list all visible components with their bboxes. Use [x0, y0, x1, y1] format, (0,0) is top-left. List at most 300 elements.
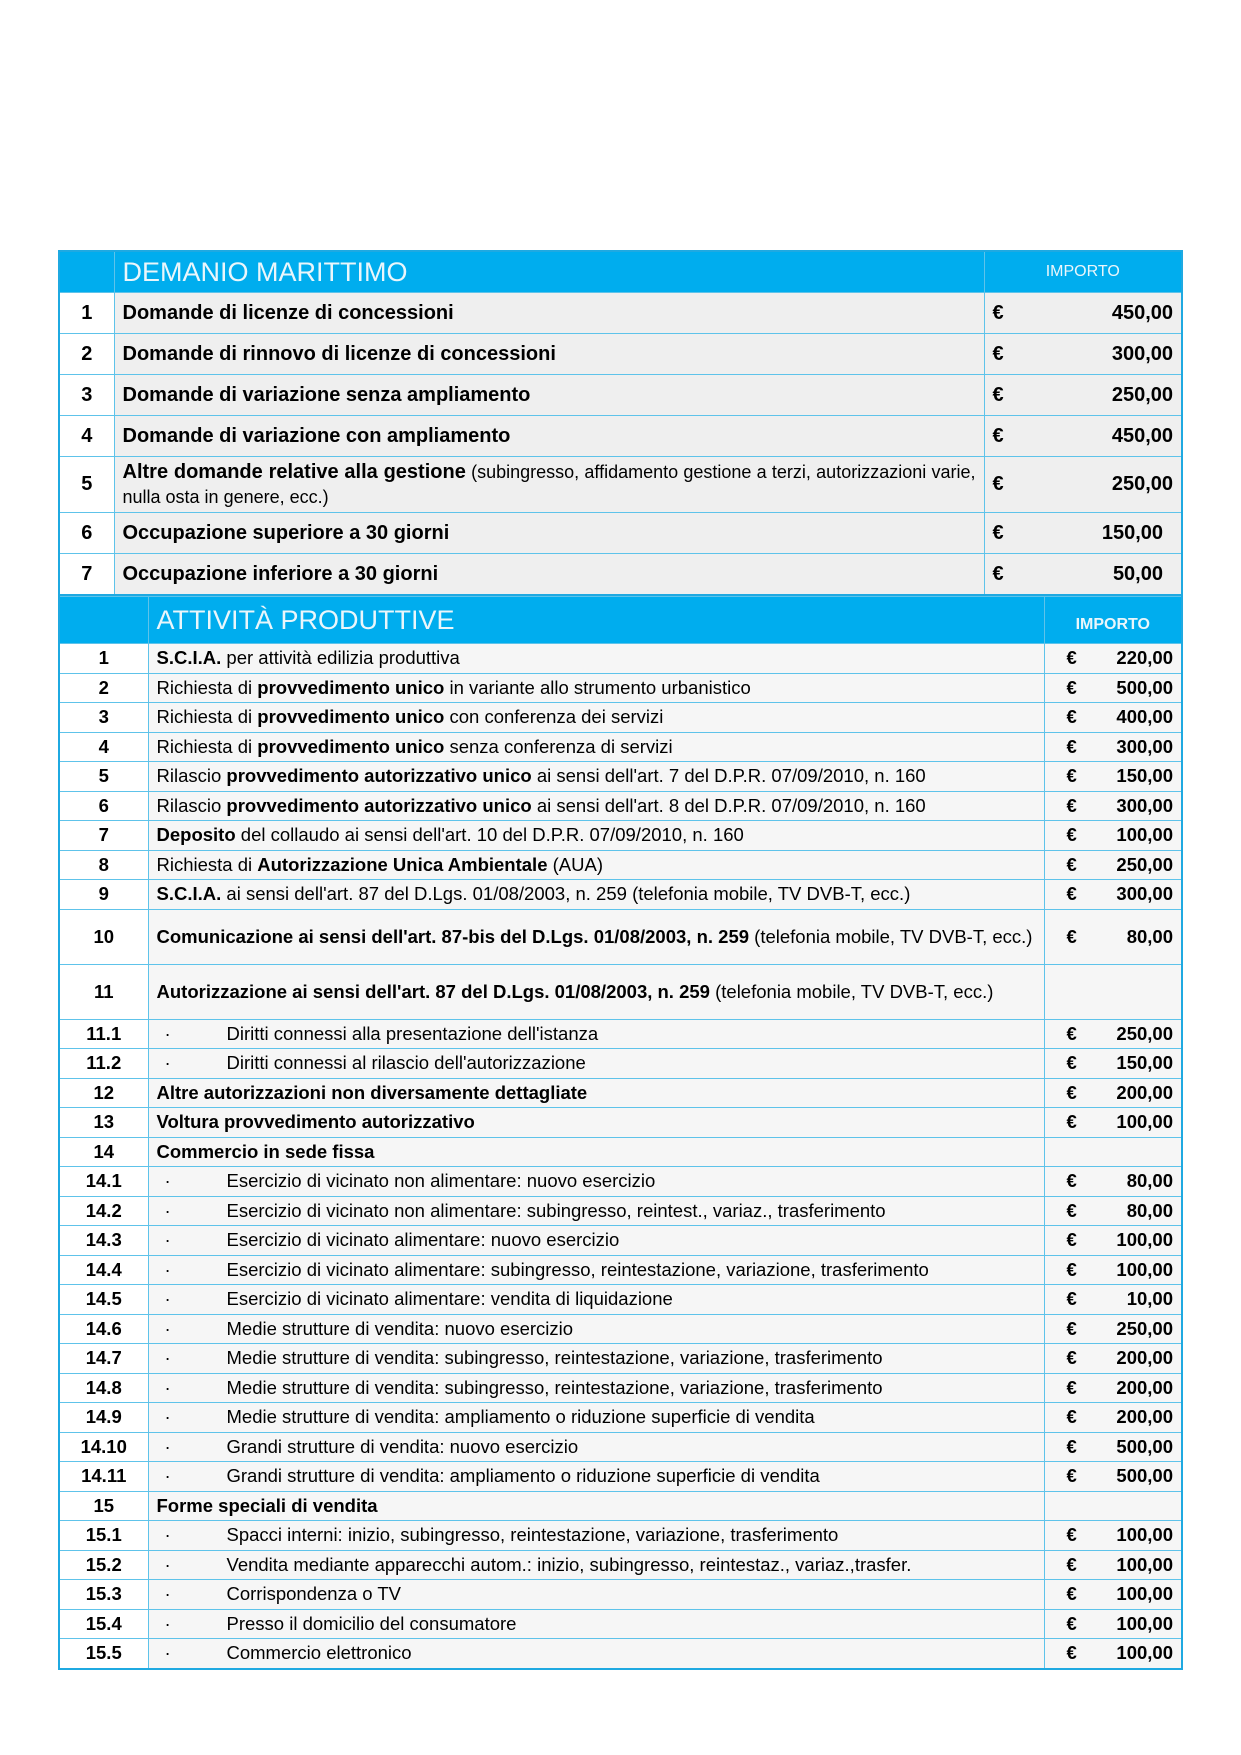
row-number: 2	[59, 334, 114, 375]
row-description	[148, 1167, 1044, 1197]
table-row	[59, 964, 1182, 1019]
row-description	[148, 791, 1044, 821]
amount-cell	[984, 375, 1182, 416]
description-text: Spacci interni: inizio, subingresso, reintestazione, variazione, trasferimento	[226, 1524, 839, 1546]
row-number: 14.5	[59, 1285, 148, 1315]
description-prefix: Richiesta di	[156, 676, 258, 698]
row-description	[148, 1019, 1044, 1049]
description-text: Esercizio di vicinato alimentare: subingresso, reintestazione, variazione, trasferimento	[226, 1258, 929, 1280]
sub-item-row	[59, 1167, 1182, 1197]
euro-symbol: €	[1066, 1170, 1077, 1192]
description-prefix: Richiesta di	[156, 735, 258, 757]
row-description	[148, 1609, 1044, 1639]
euro-symbol: €	[1066, 676, 1077, 698]
amount-value: 500,00	[1116, 676, 1173, 698]
description-bold: Commercio in sede fissa	[156, 1140, 375, 1162]
description-prefix: Rilascio	[156, 794, 227, 816]
amount-cell	[1044, 1226, 1182, 1256]
row-number: 14.8	[59, 1373, 148, 1403]
table-row	[59, 375, 1182, 416]
sub-item-row	[59, 1550, 1182, 1580]
euro-symbol: €	[992, 562, 1004, 585]
amount-cell	[1044, 1078, 1182, 1108]
euro-symbol: €	[992, 521, 1004, 544]
row-description	[148, 1462, 1044, 1492]
row-description	[114, 416, 984, 457]
amount-cell	[1044, 1167, 1182, 1197]
row-description	[148, 1285, 1044, 1315]
row-number: 11.2	[59, 1049, 148, 1079]
description-bold: Domande di licenze di concessioni	[122, 301, 454, 324]
bullet-icon: ·	[164, 1229, 171, 1251]
row-number: 14.3	[59, 1226, 148, 1256]
description-text: Commercio elettronico	[226, 1642, 412, 1664]
row-description	[114, 334, 984, 375]
row-description	[148, 1491, 1044, 1521]
amount-value: 200,00	[1116, 1376, 1173, 1398]
euro-symbol: €	[1066, 765, 1077, 787]
euro-symbol: €	[1066, 853, 1077, 875]
row-number: 8	[59, 850, 148, 880]
description-text: Medie strutture di vendita: subingresso, reintestazione, variazione, trasferimento	[226, 1347, 883, 1369]
amount-cell	[1044, 1314, 1182, 1344]
amount-value: 80,00	[1126, 925, 1173, 947]
row-number: 11.1	[59, 1019, 148, 1049]
euro-symbol: €	[1066, 1288, 1077, 1310]
row-number: 9	[59, 880, 148, 910]
bullet-icon: ·	[164, 1435, 171, 1457]
sub-item-row	[59, 1196, 1182, 1226]
amount-value: 220,00	[1116, 647, 1173, 669]
sub-item-row	[59, 1285, 1182, 1315]
amount-cell	[1044, 1432, 1182, 1462]
description-suffix: (AUA)	[547, 853, 603, 875]
euro-symbol: €	[1066, 925, 1077, 947]
amount-value: 200,00	[1116, 1406, 1173, 1428]
amount-cell	[1044, 673, 1182, 703]
description-bold: Deposito	[156, 824, 236, 846]
amount-value: 250,00	[1116, 1022, 1173, 1044]
section-title: ATTIVITÀ PRODUTTIVE	[148, 597, 1044, 644]
euro-symbol: €	[1066, 1435, 1077, 1457]
row-number: 11	[59, 964, 148, 1019]
row-description	[148, 909, 1044, 964]
description-bold: provvedimento autorizzativo unico	[226, 765, 532, 787]
amount-cell	[1044, 1373, 1182, 1403]
euro-symbol: €	[1066, 1229, 1077, 1251]
description-bold: S.C.I.A.	[156, 647, 222, 669]
euro-symbol: €	[1066, 1376, 1077, 1398]
sub-item-row	[59, 1226, 1182, 1256]
euro-symbol: €	[1066, 1642, 1077, 1664]
sub-item-row	[59, 1580, 1182, 1610]
table-row	[59, 1108, 1182, 1138]
description-bold: Autorizzazione Unica Ambientale	[257, 853, 548, 875]
row-description	[148, 964, 1044, 1019]
description-bold: Voltura provvedimento autorizzativo	[156, 1111, 475, 1133]
table-row	[59, 791, 1182, 821]
description-detail: (subingresso, affidamento gestione a terzi, autorizzazioni varie, nulla osta in genere, ecc.)	[122, 461, 976, 507]
row-number: 12	[59, 1078, 148, 1108]
amount-cell	[1044, 1255, 1182, 1285]
amount-cell	[1044, 821, 1182, 851]
amount-value: 450,00	[1111, 301, 1173, 324]
sub-item-row	[59, 1344, 1182, 1374]
amount-value: 100,00	[1116, 824, 1173, 846]
row-number: 13	[59, 1108, 148, 1138]
description-suffix: ai sensi dell'art. 7 del D.P.R. 07/09/2010, n. 160	[531, 765, 926, 787]
amount-cell	[1044, 791, 1182, 821]
description-suffix: con conferenza dei servizi	[444, 706, 664, 728]
row-description	[148, 1049, 1044, 1079]
table-row	[59, 554, 1182, 596]
amount-cell	[1044, 1196, 1182, 1226]
description-bold: provvedimento unico	[257, 735, 445, 757]
row-description	[148, 1639, 1044, 1669]
amount-value: 250,00	[1116, 1317, 1173, 1339]
description-text: Esercizio di vicinato alimentare: nuovo esercizio	[226, 1229, 620, 1251]
euro-symbol: €	[992, 383, 1004, 406]
amount-value: 500,00	[1116, 1435, 1173, 1457]
bullet-icon: ·	[164, 1465, 171, 1487]
row-description	[114, 293, 984, 334]
sub-item-row	[59, 1049, 1182, 1079]
euro-symbol: €	[1066, 1022, 1077, 1044]
description-bold: Occupazione inferiore a 30 giorni	[122, 562, 439, 585]
row-number: 14.4	[59, 1255, 148, 1285]
row-number: 4	[59, 416, 114, 457]
description-text: Medie strutture di vendita: ampliamento o riduzione superficie di vendita	[226, 1406, 815, 1428]
row-number: 14.2	[59, 1196, 148, 1226]
table-row	[59, 880, 1182, 910]
amount-cell	[1044, 1403, 1182, 1433]
description-text: Corrispondenza o TV	[226, 1583, 401, 1605]
euro-symbol: €	[1066, 1258, 1077, 1280]
bullet-icon: ·	[164, 1258, 171, 1280]
sub-item-row	[59, 1019, 1182, 1049]
description-suffix: del collaudo ai sensi dell'art. 10 del D.P.R. 07/09/2010, n. 160	[235, 824, 744, 846]
euro-symbol: €	[1066, 1583, 1077, 1605]
row-description	[148, 1550, 1044, 1580]
description-bold: Autorizzazione ai sensi dell'art. 87 del D.Lgs. 01/08/2003, n. 259	[156, 980, 710, 1002]
amount-cell	[1044, 1639, 1182, 1669]
amount-cell	[1044, 1019, 1182, 1049]
description-text: Medie strutture di vendita: subingresso, reintestazione, variazione, trasferimento	[226, 1376, 883, 1398]
amount-cell	[984, 554, 1182, 596]
euro-symbol: €	[992, 424, 1004, 447]
table-row	[59, 334, 1182, 375]
description-bold: Domande di variazione senza ampliamento	[122, 383, 531, 406]
bullet-icon: ·	[164, 1612, 171, 1634]
amount-cell	[1044, 762, 1182, 792]
section-header	[59, 251, 1182, 293]
row-number: 15.3	[59, 1580, 148, 1610]
row-description	[148, 1314, 1044, 1344]
row-number: 10	[59, 909, 148, 964]
description-text: Esercizio di vicinato non alimentare: nuovo esercizio	[226, 1170, 656, 1192]
amount-value: 500,00	[1116, 1465, 1173, 1487]
description-bold: provvedimento autorizzativo unico	[226, 794, 532, 816]
amount-value: 250,00	[1111, 473, 1173, 495]
row-description	[148, 1226, 1044, 1256]
sub-item-row	[59, 1639, 1182, 1669]
amount-cell	[1044, 1609, 1182, 1639]
amount-value: 400,00	[1116, 706, 1173, 728]
amount-value: 80,00	[1126, 1170, 1173, 1192]
sub-item-row	[59, 1521, 1182, 1551]
table-row	[59, 513, 1182, 554]
row-number: 15.2	[59, 1550, 148, 1580]
bullet-icon: ·	[164, 1642, 171, 1664]
row-description	[148, 1078, 1044, 1108]
description-bold: Comunicazione ai sensi dell'art. 87-bis del D.Lgs. 01/08/2003, n. 259	[156, 925, 750, 947]
row-description	[148, 1108, 1044, 1138]
bullet-icon: ·	[164, 1376, 171, 1398]
row-description	[148, 762, 1044, 792]
header-num-cell	[59, 597, 148, 644]
amount-value: 300,00	[1116, 794, 1173, 816]
row-number: 5	[59, 762, 148, 792]
description-text: Medie strutture di vendita: nuovo esercizio	[226, 1317, 574, 1339]
bullet-icon: ·	[164, 1406, 171, 1428]
sub-item-row	[59, 1403, 1182, 1433]
description-text: Esercizio di vicinato alimentare: vendita di liquidazione	[226, 1288, 673, 1310]
euro-symbol: €	[1066, 1406, 1077, 1428]
description-text: Diritti connessi alla presentazione dell'istanza	[226, 1022, 599, 1044]
amount-value: 300,00	[1111, 342, 1173, 365]
euro-symbol: €	[992, 342, 1004, 365]
description-suffix: senza conferenza di servizi	[444, 735, 673, 757]
row-number: 14.6	[59, 1314, 148, 1344]
description-text: Presso il domicilio del consumatore	[226, 1612, 517, 1634]
amount-column-header: IMPORTO	[984, 251, 1182, 293]
table-row	[59, 732, 1182, 762]
bullet-icon: ·	[164, 1052, 171, 1074]
description-text: Esercizio di vicinato non alimentare: subingresso, reintest., variaz., trasferimento	[226, 1199, 886, 1221]
fee-schedule	[58, 250, 1183, 1670]
description-bold: provvedimento unico	[257, 676, 445, 698]
description-suffix: per attività edilizia produttiva	[221, 647, 460, 669]
row-number: 5	[59, 457, 114, 513]
row-description	[148, 1196, 1044, 1226]
amount-value: 450,00	[1111, 424, 1173, 447]
row-description	[148, 1521, 1044, 1551]
amount-value: 100,00	[1116, 1524, 1173, 1546]
sub-item-row	[59, 1462, 1182, 1492]
description-prefix: Rilascio	[156, 765, 227, 787]
row-number: 3	[59, 703, 148, 733]
table-row	[59, 457, 1182, 513]
row-number: 3	[59, 375, 114, 416]
section-title: DEMANIO MARITTIMO	[114, 251, 984, 293]
demanio-marittimo-table	[58, 250, 1183, 596]
amount-value: 250,00	[1116, 853, 1173, 875]
euro-symbol: €	[1066, 1612, 1077, 1634]
table-row	[59, 1078, 1182, 1108]
header-num-cell	[59, 251, 114, 293]
row-number: 6	[59, 513, 114, 554]
amount-value: 150,00	[1116, 1052, 1173, 1074]
row-description	[148, 1373, 1044, 1403]
description-text: Grandi strutture di vendita: ampliamento o riduzione superficie di vendita	[226, 1465, 820, 1487]
row-number: 14.7	[59, 1344, 148, 1374]
amount-cell	[1044, 964, 1182, 1019]
row-number: 1	[59, 293, 114, 334]
row-description	[148, 850, 1044, 880]
row-description	[114, 375, 984, 416]
amount-value: 100,00	[1116, 1111, 1173, 1133]
table-row	[59, 673, 1182, 703]
amount-cell	[984, 457, 1182, 513]
row-number: 15.5	[59, 1639, 148, 1669]
description-bold: Domande di rinnovo di licenze di concessioni	[122, 342, 556, 365]
euro-symbol: €	[1066, 1317, 1077, 1339]
amount-cell	[1044, 1285, 1182, 1315]
amount-cell	[1044, 1108, 1182, 1138]
description-suffix: in variante allo strumento urbanistico	[444, 676, 751, 698]
euro-symbol: €	[1066, 883, 1077, 905]
amount-cell	[1044, 850, 1182, 880]
bullet-icon: ·	[164, 1317, 171, 1339]
amount-value: 200,00	[1116, 1347, 1173, 1369]
euro-symbol: €	[992, 473, 1004, 495]
description-bold: Altre autorizzazioni non diversamente dettagliate	[156, 1081, 588, 1103]
euro-symbol: €	[1066, 735, 1077, 757]
euro-symbol: €	[1066, 824, 1077, 846]
amount-value: 250,00	[1111, 383, 1173, 406]
row-description	[148, 1255, 1044, 1285]
table-row	[59, 644, 1182, 674]
table-row	[59, 293, 1182, 334]
row-number: 15.1	[59, 1521, 148, 1551]
row-description	[148, 703, 1044, 733]
amount-value: 200,00	[1116, 1081, 1173, 1103]
amount-cell	[1044, 1491, 1182, 1521]
description-suffix: ai sensi dell'art. 8 del D.P.R. 07/09/2010, n. 160	[531, 794, 926, 816]
table-row	[59, 850, 1182, 880]
sub-item-row	[59, 1255, 1182, 1285]
euro-symbol: €	[992, 301, 1004, 324]
row-number: 14.10	[59, 1432, 148, 1462]
bullet-icon: ·	[164, 1347, 171, 1369]
description-text: Vendita mediante apparecchi autom.: inizio, subingresso, reintestaz., variaz.,trasfer.	[226, 1553, 912, 1575]
description-suffix: (telefonia mobile, TV DVB-T, ecc.)	[749, 925, 1033, 947]
description-bold: Domande di variazione con ampliamento	[122, 424, 511, 447]
attivita-produttive-table	[58, 596, 1183, 1670]
amount-cell	[1044, 1521, 1182, 1551]
euro-symbol: €	[1066, 1081, 1077, 1103]
description-bold: provvedimento unico	[257, 706, 445, 728]
section-header	[59, 597, 1182, 644]
sub-item-row	[59, 1373, 1182, 1403]
bullet-icon: ·	[164, 1583, 171, 1605]
row-number: 14.1	[59, 1167, 148, 1197]
description-prefix: Richiesta di	[156, 706, 258, 728]
bullet-icon: ·	[164, 1553, 171, 1575]
euro-symbol: €	[1066, 1111, 1077, 1133]
table-row	[59, 821, 1182, 851]
euro-symbol: €	[1066, 647, 1077, 669]
amount-cell	[1044, 880, 1182, 910]
amount-cell	[1044, 1580, 1182, 1610]
amount-value: 100,00	[1116, 1583, 1173, 1605]
row-number: 6	[59, 791, 148, 821]
bullet-icon: ·	[164, 1288, 171, 1310]
row-number: 14.11	[59, 1462, 148, 1492]
row-description	[148, 644, 1044, 674]
row-number: 7	[59, 821, 148, 851]
row-description	[148, 1344, 1044, 1374]
sub-item-row	[59, 1609, 1182, 1639]
description-text: Diritti connessi al rilascio dell'autorizzazione	[226, 1052, 586, 1074]
amount-cell	[1044, 1550, 1182, 1580]
row-description	[148, 1403, 1044, 1433]
amount-cell	[1044, 1049, 1182, 1079]
row-description	[148, 1432, 1044, 1462]
description-bold: Forme speciali di vendita	[156, 1494, 378, 1516]
amount-cell	[1044, 1137, 1182, 1167]
description-text: Grandi strutture di vendita: nuovo esercizio	[226, 1435, 579, 1457]
table-row	[59, 1491, 1182, 1521]
table-row	[59, 703, 1182, 733]
row-number: 14.9	[59, 1403, 148, 1433]
row-number: 1	[59, 644, 148, 674]
row-description	[148, 1580, 1044, 1610]
amount-cell	[984, 513, 1182, 554]
euro-symbol: €	[1066, 1199, 1077, 1221]
bullet-icon: ·	[164, 1022, 171, 1044]
amount-cell	[1044, 909, 1182, 964]
description-bold: S.C.I.A.	[156, 883, 222, 905]
description-bold: Occupazione superiore a 30 giorni	[122, 521, 450, 544]
row-number: 14	[59, 1137, 148, 1167]
euro-symbol: €	[1066, 1553, 1077, 1575]
row-description	[148, 821, 1044, 851]
description-bold: Altre domande relative alla gestione	[122, 460, 466, 483]
amount-value: 150,00	[1116, 765, 1173, 787]
amount-value: 80,00	[1126, 1199, 1173, 1221]
amount-value: 100,00	[1116, 1642, 1173, 1664]
euro-symbol: €	[1066, 1052, 1077, 1074]
amount-cell	[984, 293, 1182, 334]
table-row	[59, 416, 1182, 457]
description-suffix: (telefonia mobile, TV DVB-T, ecc.)	[709, 980, 994, 1002]
row-number: 7	[59, 554, 114, 596]
amount-value: 300,00	[1116, 883, 1173, 905]
amount-value: 100,00	[1116, 1258, 1173, 1280]
row-number: 2	[59, 673, 148, 703]
table-row	[59, 909, 1182, 964]
row-number: 4	[59, 732, 148, 762]
row-number: 15	[59, 1491, 148, 1521]
amount-value: 100,00	[1116, 1612, 1173, 1634]
bullet-icon: ·	[164, 1199, 171, 1221]
row-number: 15.4	[59, 1609, 148, 1639]
euro-symbol: €	[1066, 794, 1077, 816]
row-description	[114, 457, 984, 513]
row-description	[148, 880, 1044, 910]
description-suffix: ai sensi dell'art. 87 del D.Lgs. 01/08/2003, n. 259 (telefonia mobile, TV DVB-T, ecc.)	[221, 883, 911, 905]
euro-symbol: €	[1066, 1524, 1077, 1546]
amount-value: 300,00	[1116, 735, 1173, 757]
amount-value: 150,00	[1101, 521, 1163, 544]
amount-cell	[1044, 732, 1182, 762]
table-row	[59, 762, 1182, 792]
amount-cell	[1044, 1344, 1182, 1374]
amount-value: 50,00	[1112, 562, 1163, 585]
bullet-icon: ·	[164, 1524, 171, 1546]
amount-cell	[1044, 644, 1182, 674]
